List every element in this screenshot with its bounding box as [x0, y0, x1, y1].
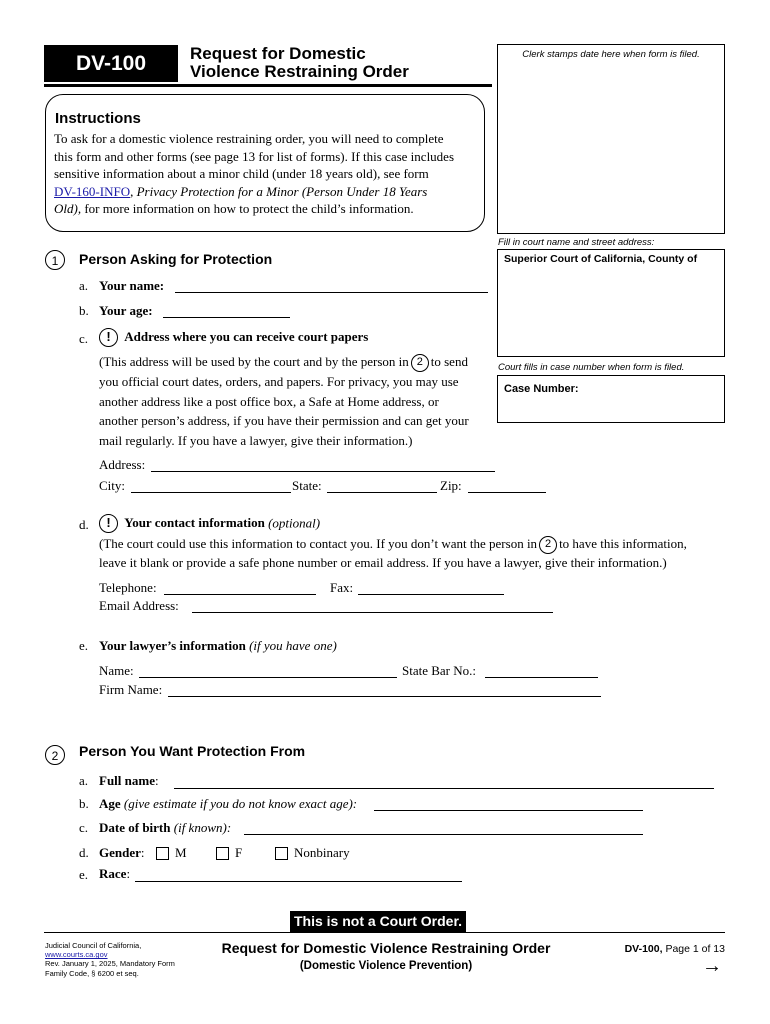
- case-note: Court fills in case number when form is filed.: [498, 362, 685, 373]
- lawyer-name-label: Name:: [99, 663, 134, 678]
- item-2c-label: [99, 820, 231, 836]
- item-2e-label: Race:: [99, 866, 131, 881]
- dob-hint: (if known):: [173, 820, 232, 835]
- contact-optional: (optional): [268, 515, 321, 531]
- item-1c-letter: c.: [79, 331, 89, 346]
- gender-m-checkbox[interactable]: [156, 847, 169, 860]
- section-1-number: 1: [45, 250, 65, 270]
- telephone-field[interactable]: [164, 594, 316, 595]
- instructions-line2: this form and other forms (see page 13 for list of forms). If this case includes: [54, 148, 455, 164]
- email-label: Email Address:: [99, 598, 179, 613]
- zip-field[interactable]: [468, 492, 546, 493]
- form-title-line1: Request for Domestic: [190, 44, 366, 63]
- item-1d-line1-end: to have this information,: [559, 536, 687, 551]
- item-1c-line3: another address like a post office box, a Safe at Home address, or: [99, 393, 439, 409]
- court-name-label: Superior Court of California, County of: [504, 253, 698, 265]
- firm-name-field[interactable]: [168, 696, 601, 697]
- section-2-title: Person You Want Protection From: [79, 743, 306, 759]
- gender-f-option[interactable]: [216, 845, 242, 861]
- lawyer-heading: Your lawyer’s information: [99, 638, 246, 653]
- section-2-number: 2: [45, 745, 65, 765]
- dv-160-info-link[interactable]: DV-160-INFO: [54, 183, 131, 199]
- your-age-label: Your age:: [99, 303, 153, 318]
- clerk-stamp-note: Clerk stamps date here when form is filed.: [522, 49, 700, 60]
- footer-rule: [44, 932, 725, 933]
- your-name-field[interactable]: [175, 292, 488, 293]
- instructions-form-title: Privacy Protection for a Minor (Person Under 18 Years: [136, 183, 428, 199]
- full-name-field[interactable]: [174, 788, 714, 789]
- clerk-stamp-box: [497, 44, 725, 234]
- footer-revision: Rev. January 1, 2025, Mandatory Form: [45, 959, 175, 969]
- address-heading: Address where you can receive court papers: [124, 329, 369, 345]
- fax-label: Fax:: [330, 580, 354, 595]
- telephone-label: Telephone:: [99, 580, 157, 595]
- firm-name-label: Firm Name:: [99, 682, 163, 697]
- gender-f-checkbox[interactable]: [216, 847, 229, 860]
- age-hint: (give estimate if you do not know exact age):: [123, 796, 358, 811]
- gender-m-option[interactable]: [156, 845, 187, 861]
- full-name-label: Full name: [99, 773, 155, 788]
- alert-icon: !: [99, 514, 118, 533]
- item-1c-line4: another person’s address, if you have their permission and can get your: [99, 413, 469, 429]
- item-1d-text: [99, 535, 687, 573]
- contact-heading: Your contact information: [124, 515, 265, 531]
- item-2d-letter: d.: [79, 845, 89, 860]
- state-bar-label: State Bar No.:: [402, 663, 477, 678]
- dob-label: Date of birth: [99, 820, 171, 835]
- address-label: Address:: [99, 457, 146, 472]
- footer-left: [45, 941, 175, 978]
- header-rule: [44, 84, 492, 87]
- footer-page-number: Page 1 of 13: [665, 943, 725, 955]
- court-note: Fill in court name and street address:: [498, 237, 655, 248]
- not-court-order-banner: This is not a Court Order.: [290, 911, 466, 932]
- city-field[interactable]: [131, 492, 291, 493]
- item-2b-label: [99, 796, 357, 812]
- state-bar-field[interactable]: [485, 677, 598, 678]
- item-1c-line1: [99, 352, 469, 372]
- instructions-line5-text: for more information on how to protect the child’s information.: [84, 201, 414, 216]
- instructions-line4: DV-160-INFO, Privacy Protection for a Minor (Person Under 18 Years: [54, 183, 428, 199]
- item-2c-letter: c.: [79, 820, 89, 835]
- item-1b-letter: b.: [79, 303, 89, 318]
- item-1d-heading: [99, 515, 320, 534]
- fax-field[interactable]: [358, 594, 504, 595]
- footer-title: Request for Domestic Violence Restraining Order: [221, 940, 551, 956]
- alert-icon: !: [99, 328, 118, 347]
- your-name-label: Your name:: [99, 278, 165, 293]
- your-age-field[interactable]: [163, 317, 290, 318]
- footer-council: Judicial Council of California,: [45, 941, 142, 950]
- item-2d-label: Gender:: [99, 845, 145, 860]
- section-1-title: Person Asking for Protection: [79, 251, 273, 267]
- court-name-box: [497, 249, 725, 357]
- age-label: Age: [99, 796, 121, 811]
- item-1e-heading: [99, 638, 337, 654]
- item-1c-line2: you official court dates, orders, and papers. For privacy, you may use: [99, 374, 459, 390]
- instructions-form-title-end: Old),: [54, 201, 82, 216]
- item-1d-letter: d.: [79, 517, 89, 532]
- lawyer-name-field[interactable]: [139, 677, 397, 678]
- item-1c-line1-text: (This address will be used by the court and by the person in: [99, 354, 409, 369]
- next-page-arrow-icon[interactable]: →: [702, 955, 722, 977]
- instructions-line3: sensitive information about a minor child (under 18 years old), see form: [54, 166, 429, 181]
- item-2a-letter: a.: [79, 773, 89, 788]
- footer-website-link[interactable]: www.courts.ca.gov: [45, 950, 108, 960]
- form-title: [190, 45, 409, 81]
- footer-code: Family Code, § 6200 et seq.: [45, 968, 139, 978]
- item-1e-letter: e.: [79, 638, 89, 653]
- case-number-box: [497, 375, 725, 423]
- item-1a-letter: a.: [79, 278, 89, 293]
- case-number-label: Case Number:: [504, 383, 579, 395]
- item-1c-heading: [99, 329, 368, 348]
- footer-page-info: [625, 943, 725, 955]
- item-1c-line5: mail regularly. If you have a lawyer, give their information.): [99, 432, 413, 448]
- instructions-line5: [54, 200, 454, 218]
- email-field[interactable]: [192, 612, 553, 613]
- gender-f-label: F: [235, 845, 243, 860]
- item-1d-line2: leave it blank or provide a safe phone number or email address. If you have a lawyer, give their information.): [99, 555, 667, 571]
- section-2-ref: 2: [411, 354, 429, 372]
- gender-nb-option[interactable]: [275, 845, 350, 861]
- city-label: City:: [99, 478, 126, 493]
- state-field[interactable]: [327, 492, 437, 493]
- zip-label: Zip:: [440, 478, 462, 493]
- instructions-heading: Instructions: [55, 110, 141, 127]
- item-1d-line1-text: (The court could use this information to contact you. If you don’t want the person in: [99, 536, 538, 551]
- form-title-line2: Violence Restraining Order: [190, 62, 409, 81]
- gender-m-label: M: [175, 845, 187, 860]
- age-field[interactable]: [374, 810, 643, 811]
- race-field[interactable]: [135, 881, 462, 882]
- dob-field[interactable]: [244, 834, 643, 835]
- address-field[interactable]: [151, 471, 495, 472]
- item-1c-text: [99, 352, 469, 450]
- race-label: Race: [99, 866, 127, 881]
- state-label: State:: [292, 478, 322, 493]
- footer-form-code: DV-100,: [624, 943, 663, 955]
- gender-nb-checkbox[interactable]: [275, 847, 288, 860]
- gender-nb-label: Nonbinary: [294, 845, 350, 860]
- instructions-text: [54, 130, 454, 218]
- instructions-line1: To ask for a domestic violence restraining order, you will need to complete: [54, 131, 444, 146]
- item-2b-letter: b.: [79, 796, 89, 811]
- footer-subtitle: (Domestic Violence Prevention): [299, 960, 473, 972]
- lawyer-optional: (if you have one): [249, 638, 337, 653]
- section-2-ref: 2: [539, 536, 557, 554]
- item-2a-label: Full name:: [99, 773, 159, 788]
- item-1c-line1-end: to send: [430, 354, 468, 369]
- gender-label: Gender: [99, 845, 141, 860]
- form-code-badge: DV-100: [44, 45, 178, 82]
- item-2e-letter: e.: [79, 867, 89, 882]
- item-1d-line1: [99, 535, 687, 554]
